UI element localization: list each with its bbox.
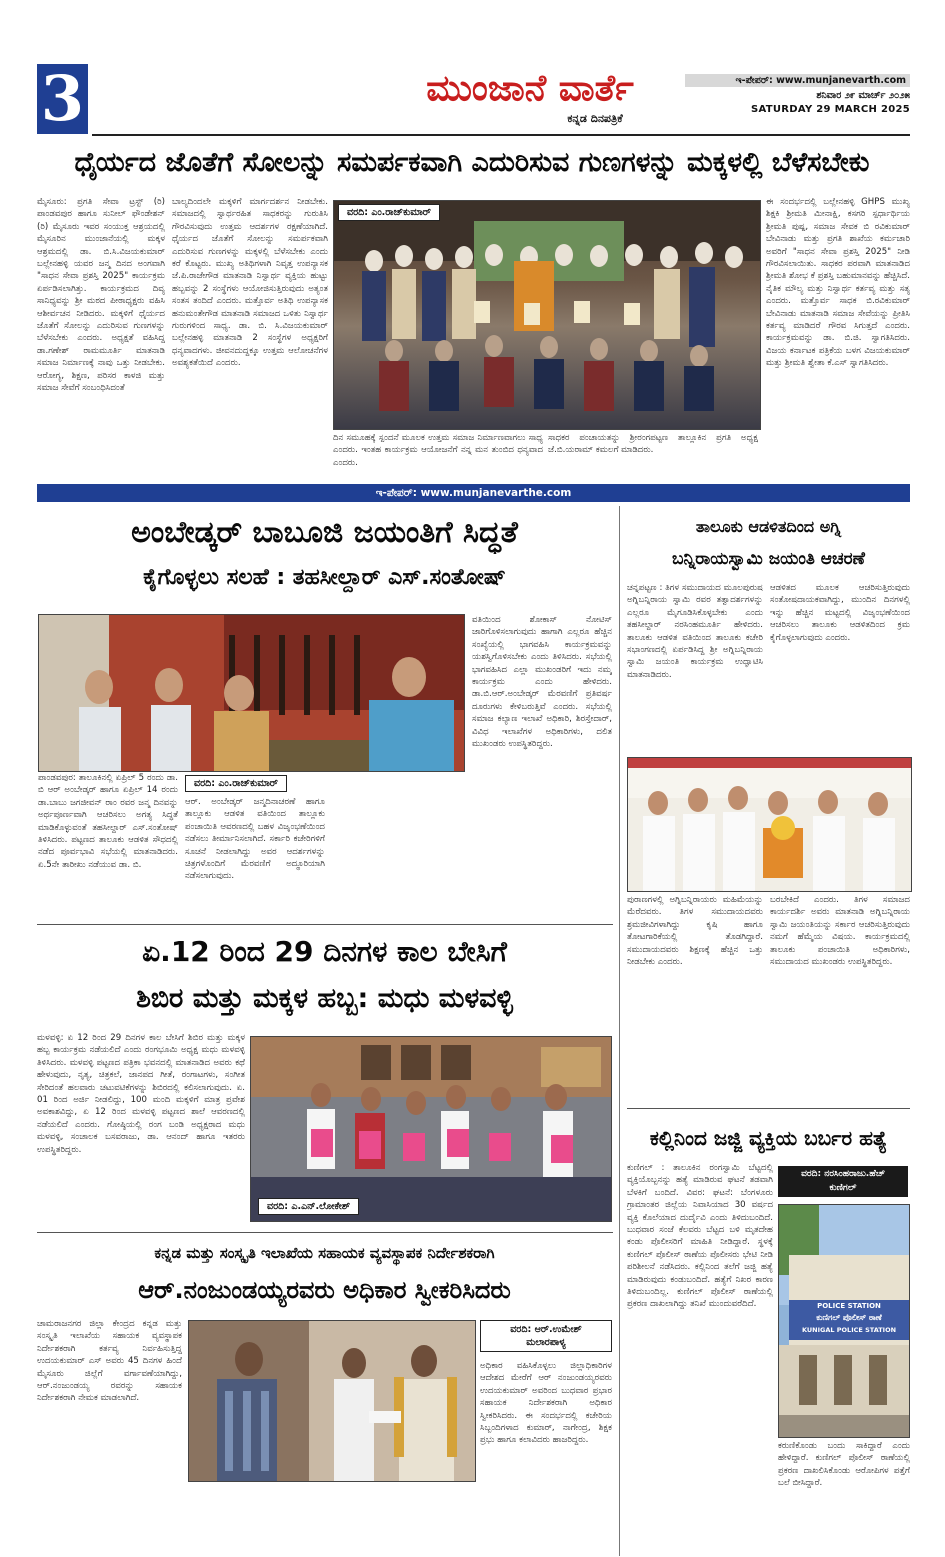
agni-headline-1: ತಾಲೂಕು ಆಡಳಿತದಿಂದ ಅಗ್ನಿ: [695, 517, 842, 536]
paper-title: ಮುಂಜಾನೆ ವಾರ್ತೆ: [426, 68, 634, 109]
kannada-headline-2: ಆರ್.ನಂಜುಂಡಯ್ಯರವರು ಅಧಿಕಾರ ಸ್ವೀಕರಿಸಿದರು: [138, 1276, 511, 1304]
lead-headline: ಧೈರ್ಯದ ಜೊತೆಗೆ ಸೋಲನ್ನು ಸಮರ್ಪಕವಾಗಿ ಎದುರಿಸುವ ಗುಣಗಳನ್ನು ಮಕ್ಕಳಲ್ಲಿ ಬೆಳೆಸಬೇಕು: [74, 147, 870, 178]
station-sign-kannada: ಕುಣಿಗಲ್ ಪೊಲೀಸ್ ಠಾಣೆ: [816, 1313, 882, 1322]
band-website-link[interactable]: www.munjanevarthe.com: [420, 487, 572, 499]
agni-headline-2: ಬನ್ನಿರಾಯಸ್ವಾಮಿ ಜಯಂತಿ ಆಚರಣೆ: [672, 549, 865, 569]
murder-headline: ಕಲ್ಲಿನಿಂದ ಜಜ್ಜಿ ವ್ಯಕ್ತಿಯ ಬರ್ಬರ ಹತ್ಯೆ: [649, 1126, 888, 1150]
agni-col-2: ಆಡಳಿತದ ಮೂಲಕ ಆಚರಿಸುತ್ತಿರುವುದು ಸಂತೋಷದಾಯಕವಾಗಿದ್ದು, ಮುಂದಿನ ದಿನಗಳಲ್ಲಿ ಇನ್ನು ಹೆಚ್ಚಿನ ಮಟ್ಟದಲ್ಲಿ ವಿಜೃಂಭಣೆಯಿಂದ ಆಚರಿಸಲು ತಾಲೂಕು ಆಡಳಿತದಿಂದ ಕ್ರಮ ಕೈಗೊಳ್ಳಲಾಗುವುದು ಎಂದರು.: [770, 583, 910, 643]
ambedkar-col-2b: [333, 772, 465, 920]
kannada-photo-credit: [480, 1320, 612, 1352]
agni-col-4: ಬರಬೇಕಿದೆ ಎಂದರು. ತಿಗಳ ಸಮಾಜದ ಕಾರ್ಯದರ್ಶಿ ಅವರು ಮಾತನಾಡಿ ಅಗ್ನಿಬನ್ನಿರಾಯ ಸ್ವಾಮಿ ಜಯಂತಿಯನ್ನು ಸರ್ಕಾರ ಆಚರಿಸುತ್ತಿರುವುದು ನಮಗೆ ಹೆಮ್ಮೆಯ ವಿಷಯ. ಕಾರ್ಯಕ್ರಮದಲ್ಲಿ ತಾಲೂಕು ಪಂಚಾಯಿತಿ ಅಧಿಕಾರಿಗಳು, ಸಮುದಾಯದ ಮುಖಂಡರು ಉಪಸ್ಥಿತರಿದ್ದರು.: [770, 895, 910, 968]
murder-credit-box: [778, 1166, 908, 1197]
date-english: SATURDAY 29 MARCH 2025: [750, 104, 910, 115]
date-kannada: ಶನಿವಾರ ೨೯ ಮಾರ್ಚ್ ೨೦೨೫: [816, 90, 910, 101]
summer-photo-credit: ವರದಿ: ಎ.ಎನ್.ಲೋಕೇಶ್: [258, 1198, 359, 1215]
murder-body: ಕುಣಿಗಲ್ : ತಾಲೂಕಿನ ರಂಗಸ್ವಾಮಿ ಬೆಟ್ಟದಲ್ಲಿ ವ್ಯಕ್ತಿಯೊಬ್ಬನನ್ನು ಹತ್ಯೆ ಮಾಡಿರುವ ಘಟನೆ ತಡವಾಗಿ ಬೆಳಕಿಗೆ ಬಂದಿದೆ. ವಿವರ: ಘಟನೆ: ಬೆಂಗಳೂರು ಗ್ರಾಮಾಂತರ ಜಿಲ್ಲೆಯ ನಿವಾಸಿಯಾದ 30 ವರ್ಷದ ವ್ಯಕ್ತಿ ಕೊಲೆಯಾದ ದುರ್ದೈವಿ ಎಂದು ತಿಳಿದುಬಂದಿದೆ. ಬುಧವಾರ ಸಂಜೆ ಕೆಲವರು ಬೆಟ್ಟದ ಬಳಿ ಮೃತದೇಹ ಕಂಡು ಪೊಲೀಸರಿಗೆ ಮಾಹಿತಿ ನೀಡಿದ್ದಾರೆ. ಸ್ಥಳಕ್ಕೆ ಕುಣಿಗಲ್ ಪೊಲೀಸ್ ಠಾಣೆಯ ಪೊಲೀಸರು ಭೇಟಿ ನೀಡಿ ಪರಿಶೀಲನೆ ನಡೆಸಿದರು. ಕಲ್ಲಿನಿಂದ ತಲೆಗೆ ಜಜ್ಜಿ ಹತ್ಯೆ ಮಾಡಿರುವುದು ಕಂಡುಬಂದಿದೆ. ಹತ್ಯೆಗೆ ನಿಖರ ಕಾರಣ ತಿಳಿದುಬಂದಿಲ್ಲ. ಕುಣಿಗಲ್ ಪೊಲೀಸ್ ಠಾಣೆಯಲ್ಲಿ ಪ್ರಕರಣ ದಾಖಲಾಗಿದ್ದು ತನಿಖೆ ಮುಂದುವರೆದಿದೆ.: [627, 1163, 773, 1310]
kannada-headline-1: ಕನ್ನಡ ಮತ್ತು ಸಂಸ್ಕೃತಿ ಇಲಾಖೆಯ ಸಹಾಯಕ ವ್ಯವಸ್ಥಾಪಕ ನಿರ್ದೇಶಕರಾಗಿ: [154, 1244, 495, 1262]
lead-col-1: ಮೈಸೂರು: ಪ್ರಗತಿ ಸೇವಾ ಟ್ರಸ್ಟ್ (ರಿ) ಪಾಂಡವಪುರ ಹಾಗೂ ಸುನೀಲ್ ಫೌಂಡೇಶನ್ (ರಿ) ಮೈಸೂರು ಇವರ ಸಂಯುಕ್ತ ಆಶ್ರಯದಲ್ಲಿ ಮೈಸೂರಿನ ಮುಂಜಾನೆಯಲ್ಲಿ ಮಕ್ಕಳ ಆಶ್ರಮದಲ್ಲಿ ಡಾ. ಬಿ.ಸಿ.ವಿಜಯಕುಮಾರ್ ಬಲ್ಲೇನಹಳ್ಳಿ ಯವರ ಜನ್ಮ ದಿನದ ಅಂಗವಾಗಿ "ಸಾಧನ ಸೇವಾ ಪ್ರಶಸ್ತಿ 2025" ಕಾರ್ಯಕ್ರಮ ಏರ್ಪಡಿಸಲಾಗಿತ್ತು. ಕಾರ್ಯಕ್ರಮದ ದಿವ್ಯ ಸಾನಿಧ್ಯವನ್ನು ಶ್ರೀ ಮಠದ ಪೀಠಾಧ್ಯಕ್ಷರು ವಹಿಸಿ ಆಶೀರ್ವಚನ ನೀಡಿದರು. ಮಕ್ಕಳಿಗೆ ಧೈರ್ಯದ ಜೊತೆಗೆ ಸೋಲನ್ನು ಎದುರಿಸುವ ಗುಣಗಳನ್ನು ಬೆಳೆಸಬೇಕು ಎಂದರು. ಅಧ್ಯಕ್ಷತೆ ವಹಿಸಿದ್ದ ಡಾ.ಗಣೇಶ್ ರಾಮಮೂರ್ತಿ ಮಾತನಾಡಿ ಸಮಾಜ ನಿರ್ಮಾಣಕ್ಕೆ ನಾವು ಒತ್ತು ನೀಡಬೇಕು. ಆರೋಗ್ಯ, ಶಿಕ್ಷಣ, ಪರಿಸರ ಕಾಳಜಿ ಮತ್ತು ಸಮಾಜ ಸೇವೆಗೆ ಸಂಬಂಧಿಸಿದಂತೆ: [37, 197, 165, 394]
lead-photo: [333, 200, 761, 430]
ambedkar-col-1: ಪಾಂಡವಪುರ: ತಾಲೂಕಿನಲ್ಲಿ ಏಪ್ರಿಲ್ 5 ರಂದು ಡಾ. ಬಿ ಆರ್ ಅಂಬೇಡ್ಕರ್ ಹಾಗೂ ಏಪ್ರಿಲ್ 14 ರಂದು ಡಾ.ಬಾಬು ಜಗಜೀವನ್ ರಾಂ ರವರ ಜನ್ಮ ದಿನವನ್ನು ಅರ್ಥಪೂರ್ಣವಾಗಿ ಆಚರಿಸಲು ಅಗತ್ಯ ಸಿದ್ಧತೆ ಮಾಡಿಕೊಳ್ಳುವಂತೆ ತಹಸೀಲ್ದಾರ್ ಎಸ್.ಸಂತೋಷ್ ತಿಳಿಸಿದರು. ಪಟ್ಟಣದ ತಾಲೂಕು ಆಡಳಿತ ಸೌಧದಲ್ಲಿ ನಡೆದ ಪೂರ್ವಭಾವಿ ಸಭೆಯಲ್ಲಿ ಮಾತನಾಡಿದರು. ಏ.5ನೇ ತಾರೀಖು ನಡೆಯುವ ಡಾ. ಬಿ.: [38, 773, 178, 870]
page-number: 3: [40, 62, 85, 135]
lead-col-3: ಈ ಸಂದರ್ಭದಲ್ಲಿ ಬಲ್ಲೇನಹಳ್ಳಿ GHPS ಮುಖ್ಯ ಶಿಕ್ಷಕಿ ಶ್ರೀಮತಿ ಮೀನಾಕ್ಷಿ, ಕಸಗರಿ ಸ್ಪರ್ಧಾರ್ಥಿಯ ಶ್ರೀಮತಿ ಪುಷ್ಪ, ಸಮಾಜ ಸೇವಕ ಬಿ ರವಿಕುಮಾರ್ ಬೇವಿನಾಡು ಮತ್ತು ಪ್ರಗತಿ ಶಾಖೆಯ ಕರ್ಮಚಾರಿ ಅವರಿಗೆ "ಸಾಧನ ಸೇವಾ ಪ್ರಶಸ್ತಿ 2025" ನೀಡಿ ಗೌರವಿಸಲಾಯಿತು. ಸಾಧಕರ ಪರವಾಗಿ ಮಾತನಾಡಿದ ಶ್ರೀಮತಿ ಶೋಭ ಕೆ ಪ್ರಶಸ್ತಿ ಬಹುಮಾನವನ್ನು ಹೆಚ್ಚಿಸಿದೆ. ನೈತಿಕ ಮೌಲ್ಯ ಮತ್ತು ನಿಸ್ವಾರ್ಥ ಕರ್ತವ್ಯ ಮತ್ತು ಸತ್ಯ ಎಂದರು. ಮತ್ತೊರ್ವ ಸಾಧಕ ಬಿ.ರವಿಕುಮಾರ್ ಬೇವಿನಾಡು ಮಾತನಾಡಿ ಸಮಾಜ ಸೇವೆಯನ್ನು ಪ್ರೀತಿಸಿ ಕರ್ತವ್ಯ ಮಾಡಿದರೆ ಗೌರವ ಸಿಗುತ್ತದೆ ಎಂದರು. ಕಾರ್ಯಕ್ರಮವನ್ನು ಡಾ. ಬಿ.ಜಿ. ಸ್ವಾಗತಿಸಿದರು. ವಿಜಯ ಕರ್ನಾಟಕ ಪತ್ರಿಕೆಯ ಬಳಗ ವಿಜಯಕುಮಾರ್ ಮತ್ತು ಶ್ರೀಮತಿ ಶ್ವೇತಾ ಕೆ.ಎಸ್ ಸ್ವಾಗತಿಸಿದರು.: [766, 197, 910, 369]
epaper-band: [37, 484, 910, 502]
summer-headline-2: ಶಿಬಿರ ಮತ್ತು ಮಕ್ಕಳ ಹಬ್ಬ: ಮಧು ಮಳವಳ್ಳಿ: [136, 983, 513, 1014]
murder-credit-line-1: ವರದಿ: ನರಸಿಂಹರಾಜು.ಹೆಚ್: [801, 1169, 885, 1179]
lead-col-2: ಬಾಲ್ಯದಿಂದಲೇ ಮಕ್ಕಳಿಗೆ ಮಾರ್ಗದರ್ಶನ ನೀಡಬೇಕು. ಸಮಾಜದಲ್ಲಿ ಸ್ವಾರ್ಥರಹಿತ ಸಾಧಕರನ್ನು ಗುರುತಿಸಿ ಗೌರವಿಸುವುದು ಉತ್ತಮ ಆದರ್ಶಗಳ ರಕ್ಷಣೆಯಾಗಿದೆ. ಧೈರ್ಯದ ಜೊತೆಗೆ ಸೋಲನ್ನು ಸಮರ್ಪಕವಾಗಿ ಎದುರಿಸುವ ಗುಣಗಳನ್ನು ಮಕ್ಕಳಲ್ಲಿ ಬೆಳೆಸಬೇಕು ಎಂದು ಕರೆ ಕೊಟ್ಟರು. ಮುಖ್ಯ ಅತಿಥಿಗಳಾಗಿ ನಿವೃತ್ತ ಉಪನ್ಯಾಸಕ ಜೆ.ಪಿ.ರಾಜೇಗೌಡ ಮಾತನಾಡಿ ನಿಸ್ವಾರ್ಥ ವ್ಯಕ್ತಿಯ ಹುಟ್ಟು ಹಬ್ಬವನ್ನು 2 ಸಂಸ್ಥೆಗಳು ಆಯೋಜಿಸುತ್ತಿರುವುದು ಅತ್ಯಂತ ಸಂತಸ ತಂದಿದೆ ಎಂದರು. ಮತ್ತೊರ್ವ ಅತಿಥಿ ಉಪನ್ಯಾಸಕ ಹನುಮಂತೇಗೌಡ ಮಾತನಾಡಿ ಸಮಾಜದ ಒಳಿತು ನಿಸ್ವಾರ್ಥ ಗುರುಗಳಿಂದ ಸಾಧ್ಯ. ಡಾ. ಬಿ. ಸಿ.ವಿಜಯಕುಮಾರ್ ಬಲ್ಲೇನಹಳ್ಳಿ ಮಾತನಾಡಿ 2 ಸಂಸ್ಥೆಗಳ ಅಧ್ಯಕ್ಷರಿಗೆ ಧನ್ಯವಾದಗಳು. ಜೀವನದುದ್ದಕ್ಕೂ ಉತ್ತಮ ಆಲೋಚನೆಗಳ ಅವಶ್ಯಕತೆಯಿದೆ ಎಂದರು.: [172, 197, 328, 369]
section-rule-1: [37, 924, 613, 925]
epaper-label: ಇ-ಪೇಪರ್: [735, 75, 769, 86]
summer-body: ಮಳವಳ್ಳಿ: ಏ 12 ರಿಂದ 29 ದಿನಗಳ ಕಾಲ ಬೇಸಿಗೆ ಶಿಬಿರ ಮತ್ತು ಮಕ್ಕಳ ಹಬ್ಬ ಕಾರ್ಯಕ್ರಮ ನಡೆಯಲಿದೆ ಎಂದು ರಂಗಭೂಮಿ ಅಧ್ಯಕ್ಷ ಮಧು ಮಳವಳ್ಳಿ ತಿಳಿಸಿದರು. ಮಳವಳ್ಳಿ ಪಟ್ಟಣದ ಪತ್ರಿಕಾ ಭವನದಲ್ಲಿ ಮಾತನಾಡಿದ ಅವರು ಕಥೆ ಹೇಳುವುದು, ನೃತ್ಯ, ಚಿತ್ರಕಲೆ, ಜಾನಪದ ಗೀತೆ, ರಂಗಾಟಗಳು, ಸಂಗೀತ ಸೇರಿದಂತೆ ಹಲವಾರು ಚಟುವಟಿಕೆಗಳನ್ನು ಶಿಬಿರದಲ್ಲಿ ಕಲಿಸಲಾಗುವುದು. ಏ. 01 ರಿಂದ ಅರ್ಜಿ ನೀಡಲಿದ್ದು, 100 ಮಂದಿ ಮಕ್ಕಳಿಗೆ ಮಾತ್ರ ಪ್ರವೇಶ ಅವಕಾಶವಿದ್ದು, ಏ 12 ರಿಂದ ಮಳವಳ್ಳಿ ಪಟ್ಟಣದ ಶಾಲೆ ಆವರಣದಲ್ಲಿ ನಡೆಯಲಿದೆ ಎಂದರು. ಗೋಷ್ಠಿಯಲ್ಲಿ ರಂಗ ಬಂಡಿ ಅಧ್ಯಕ್ಷರಾದ ಮಧು ಮಳವಳ್ಳಿ, ಸಂಚಾಲಕ ಬಸವರಾಜು, ಡಾ. ಆನಂದ್ ಹಾಗೂ ಇತರರು ಉಪಸ್ಥಿತರಿದ್ದರು.: [37, 1033, 245, 1155]
kannada-photo: [188, 1320, 476, 1482]
masthead-title: [395, 66, 665, 112]
press-meet-photo-illustration: [251, 1037, 611, 1221]
ambedkar-col-2: ಆರ್. ಅಂಬೇಡ್ಕರ್ ಜನ್ಮದಿನಾಚರಣೆ ಹಾಗೂ ತಾಲ್ಲೂಕು ಆಡಳಿತ ವತಿಯಿಂದ ತಾಲ್ಲೂಕು ಪಂಚಾಯಿತಿ ಆವರಣದಲ್ಲಿ ಬಹಳ ವಿಜೃಂಭಣೆಯಿಂದ ನಡೆಸಲು ತೀರ್ಮಾನಿಸಲಾಗಿದೆ. ಸರ್ಕಾರಿ ಕಚೇರಿಗಳಿಗೆ ಸೂಚನೆ ನೀಡಲಾಗಿದ್ದು ಅವರ ಆದರ್ಶಗಳನ್ನು ಚಿತ್ರಗಳೊಂದಿಗೆ ಮೆರವಣಿಗೆ ಅದ್ಧೂರಿಯಾಗಿ ನಡೆಸಲಾಗುವುದು.: [185, 797, 325, 882]
ambedkar-photo-credit: ವರದಿ: ಎಂ.ರಾಜ್‌ಕುಮಾರ್: [185, 775, 287, 792]
masthead-tagline: ಕನ್ನಡ ದಿನಪತ್ರಿಕೆ: [567, 112, 623, 125]
meeting-photo-illustration: [39, 615, 464, 771]
kannada-credit-text: ವರದಿ: ಆರ್.ಉಮೇಶ್ ಮಲಾರಪಾಳ್ಯ: [510, 1324, 582, 1348]
band-label: ಇ-ಪೇಪರ್:: [375, 487, 417, 499]
ambedkar-photo: [38, 614, 465, 772]
summer-photo: [250, 1036, 612, 1222]
lead-photo-credit: ವರದಿ: ಎಂ.ರಾಜ್‌ಕುಮಾರ್: [338, 204, 440, 221]
station-sign-english: POLICE STATION: [817, 1302, 881, 1310]
murder-credit-line-2: ಕುಣಿಗಲ್: [829, 1183, 857, 1193]
police-station-photo: [778, 1204, 910, 1438]
group-photo-illustration: [334, 201, 760, 429]
page-number-box: [37, 64, 88, 134]
lead-col-mid-1: ದಿನ ಸಮೂಹಕ್ಕೆ ಸ್ಪಂದನೆ ಮೂಲಕ ಉತ್ತಮ ಸಮಾಜ ನಿರ್ಮಾಣವಾಗಲು ಸಾಧ್ಯ ಎಂದರು. ಇಂತಹ ಕಾರ್ಯಕ್ರಮ ಆಯೋಜನೆಗೆ ನನ್ನ ಮನ ತುಂಬಿದ ಧನ್ಯವಾದ ಎಂದರು.: [333, 433, 543, 468]
lead-col-mid-2: ಸಾಧಕರ ಪಂಚಾಯತನ್ನು ಶ್ರೀರಂಗಪಟ್ಟಣ ತಾಲ್ಲೂಕಿನ ಪ್ರಗತಿ ಅಧ್ಯಕ್ಷ ಜೆ.ಬಿ.ಯರಾಮ್ ಕಮಲಗೆ ಮಾಡಿದರು.: [548, 433, 758, 456]
section-rule-3: [627, 1108, 910, 1109]
kannada-col-1: ಚಾಮರಾಜನಗರ ಜಿಲ್ಲಾ ಕೇಂದ್ರದ ಕನ್ನಡ ಮತ್ತು ಸಂಸ್ಕೃತಿ ಇಲಾಖೆಯ ಸಹಾಯಕ ವ್ಯವಸ್ಥಾಪಕ ನಿರ್ದೇಶಕರಾಗಿ ಕರ್ತವ್ಯ ನಿರ್ವಹಿಸುತ್ತಿದ್ದ ಉದಯಕುಮಾರ್ ಎಸ್ ಅವರು 45 ದಿನಗಳ ಹಿಂದೆ ಮೈಸೂರು ಜಿಲ್ಲೆಗೆ ವರ್ಗಾವಣೆಯಾಗಿದ್ದು, ಆರ್.ನಂಜುಂಡಯ್ಯ ರವರನ್ನು ಸಹಾಯಕ ನಿರ್ದೇಶಕರಾಗಿ ನೇಮಕ ಮಾಡಲಾಗಿದೆ.: [37, 1319, 182, 1404]
ambedkar-headline-2: ಕೈಗೊಳ್ಳಲು ಸಲಹೆ : ತಹಸೀಲ್ದಾರ್ ಎಸ್.ಸಂತೋಷ್: [143, 565, 506, 590]
section-rule-2: [37, 1232, 613, 1233]
agni-col-1: ಚನ್ನಪಟ್ಟಣ : ತಿಗಳ ಸಮುದಾಯದ ಮೂಲಪುರುಷ ಅಗ್ನಿಬನ್ನಿರಾಯ ಸ್ವಾಮಿ ರವರ ತತ್ವಾದರ್ಶಗಳನ್ನು ಎಲ್ಲರೂ ಮೈಗೂಡಿಸಿಕೊಳ್ಳಬೇಕು ಎಂದು ತಹಸೀಲ್ದಾರ್ ನರಸಿಂಹಮೂರ್ತಿ ಹೇಳಿದರು. ತಾಲೂಕು ಆಡಳಿತ ವತಿಯಿಂದ ತಾಲೂಕು ಕಚೇರಿ ಸಭಾಂಗಣದಲ್ಲಿ ಏರ್ಪಡಿಸಿದ್ದ ಶ್ರೀ ಅಗ್ನಿಬನ್ನಿರಾಯ ಸ್ವಾಮಿ ಜಯಂತಿ ಕಾರ್ಯಕ್ರಮ ಉದ್ಘಾಟಿಸಿ ಮಾತನಾಡಿದರು.: [627, 583, 763, 680]
ambedkar-col-3: ವತಿಯಿಂದ ಶೋಕಾಸ್ ನೋಟಿಸ್ ಜಾರಿಗೊಳಿಸಲಾಗುವುದು ಹಾಗಾಗಿ ಎಲ್ಲರೂ ಹೆಚ್ಚಿನ ಸಂಖ್ಯೆಯಲ್ಲಿ ಭಾಗವಹಿಸಿ ಕಾರ್ಯಕ್ರಮವನ್ನು ಯಶಸ್ವಿಗೊಳಿಸಬೇಕು ಎಂದು ತಿಳಿಸಿದರು. ಸಭೆಯಲ್ಲಿ ಭಾಗವಹಿಸಿದ ಎಲ್ಲಾ ಮುಖಂಡರಿಗೆ ಇದು ನಮ್ಮ ಕಾರ್ಯಕ್ರಮ ಎಂದು ಹೇಳಿದರು. ಡಾ.ಬಿ.ಆರ್.ಅಂಬೇಡ್ಕರ್ ಮೆರವಣಿಗೆ ಪ್ರತಿವರ್ಷ ದೂರುಗಳು ಕೇಳಿಬರುತ್ತಿವೆ ಎಂದರು. ಸಭೆಯಲ್ಲಿ ಸಮಾಜ ಕಲ್ಯಾಣ ಇಲಾಖೆ ಅಧಿಕಾರಿ, ಶಿರಸ್ತೇದಾರ್, ವಿವಿಧ ಇಲಾಖೆಗಳ ಅಧಿಕಾರಿಗಳು, ದಲಿತ ಮುಖಂಡರು ಉಪಸ್ಥಿತರಿದ್ದರು.: [472, 615, 612, 750]
ambedkar-headline-1: ಅಂಬೇಡ್ಕರ್ ಬಾಬೂಜಿ ಜಯಂತಿಗೆ ಸಿದ್ಧತೆ: [131, 515, 518, 550]
ceremony-photo-illustration: [628, 758, 911, 891]
website-link[interactable]: www.munjanevarth.com: [776, 75, 906, 86]
summer-headline-1: ಏ.12 ರಿಂದ 29 ದಿನಗಳ ಕಾಲ ಬೇಸಿಗೆ: [142, 935, 507, 968]
column-divider: [619, 506, 620, 1556]
station-sign-full: KUNIGAL POLICE STATION: [801, 1326, 897, 1334]
epaper-strip: ಇ-ಪೇಪರ್: www.munjanevarth.com: [685, 74, 910, 87]
agni-col-3: ಪುರಾಣಗಳಲ್ಲಿ ಅಗ್ನಿಬನ್ನಿರಾಯರು ಮಹಿಮೆಯನ್ನು ಮೆರೆದವರು. ತಿಗಳ ಸಮುದಾಯದವರು ಶ್ರಮಜೀವಿಗಳಾಗಿದ್ದು ಕೃಷಿ ಹಾಗೂ ತೋಟಗಾರಿಕೆಯಲ್ಲಿ ತೊಡಗಿದ್ದಾರೆ. ಸಮುದಾಯದವರು ಶಿಕ್ಷಣಕ್ಕೆ ಹೆಚ್ಚಿನ ಒತ್ತು ನೀಡಬೇಕು ಎಂದರು.: [627, 895, 763, 968]
murder-photo-caption: ಕರುಣಿಕೊಂಡು ಬಂದು ಸಾಕಿದ್ದಾರೆ ಎಂದು ಹೇಳಿದ್ದಾರೆ. ಕುಣಿಗಲ್ ಪೊಲೀಸ್ ಠಾಣೆಯಲ್ಲಿ ಪ್ರಕರಣ ದಾಖಲಿಸಿಕೊಂಡು ಆರೋಪಿಗಳ ಪತ್ತೆಗೆ ಬಲೆ ಬೀಸಿದ್ದಾರೆ.: [778, 1441, 910, 1489]
kannada-col-2: ಅಧಿಕಾರ ವಹಿಸಿಕೊಳ್ಳಲು ಜಿಲ್ಲಾಧಿಕಾರಿಗಳ ಆದೇಶದ ಮೇರೆಗೆ ಆರ್ ನಂಜುಂಡಯ್ಯರವರು ಉದಯಕುಮಾರ್ ಅವರಿಂದ ಬುಧವಾರ ಪ್ರಭಾರ ಸಹಾಯಕ ನಿರ್ದೇಶಕರಾಗಿ ಅಧಿಕಾರ ಸ್ವೀಕರಿಸಿದರು. ಈ ಸಂದರ್ಭದಲ್ಲಿ ಕಚೇರಿಯ ಸಿಬ್ಬಂದಿಗಳಾದ ಕುಮಾರ್, ನಾಗೇಂದ್ರ, ಶಿಕ್ಷಕ ಪ್ರಭು ಹಾಗೂ ಕಲಾವಿದರು ಹಾಜರಿದ್ದರು.: [480, 1361, 612, 1446]
masthead-rule: [92, 134, 910, 136]
handover-photo-illustration: [189, 1321, 475, 1481]
agni-photo: [627, 757, 912, 892]
